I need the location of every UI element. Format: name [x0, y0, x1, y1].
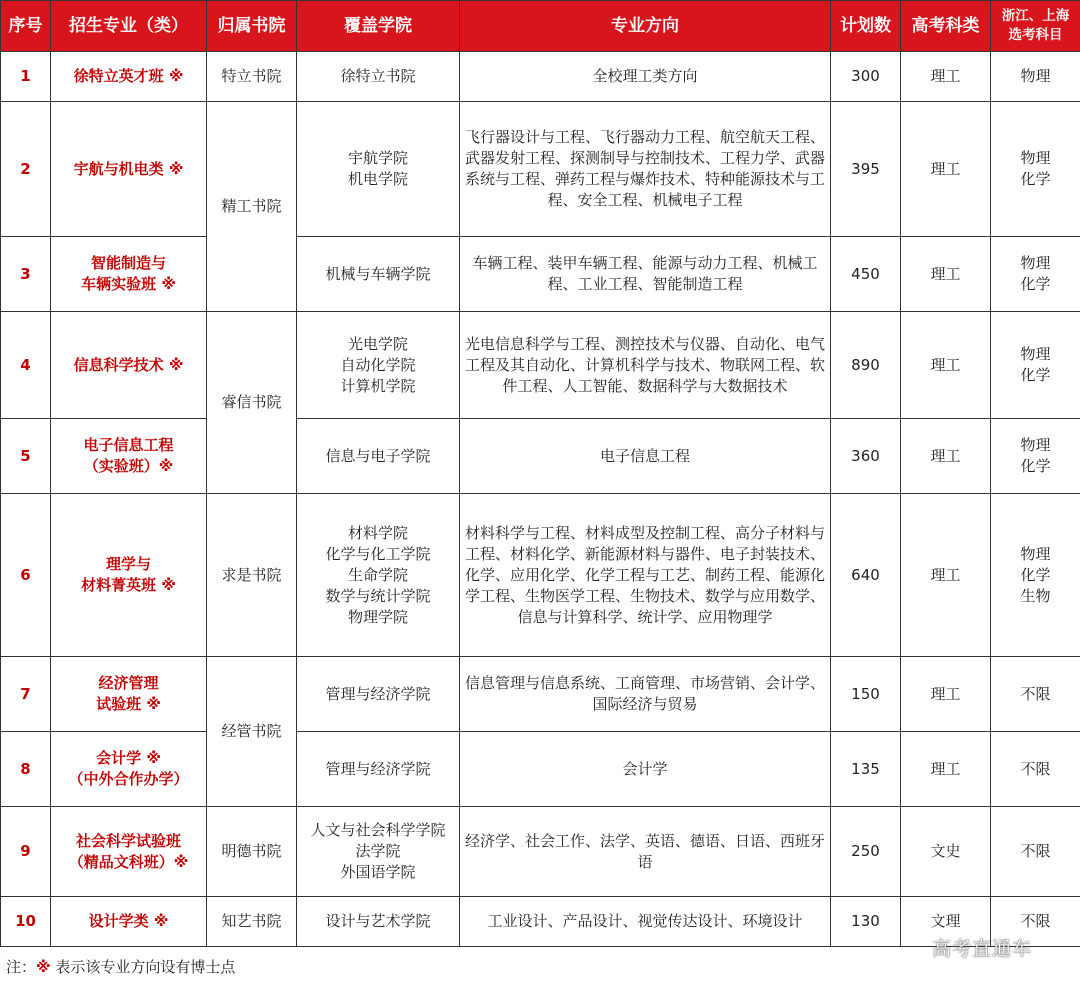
subject-line: 物理 [1020, 254, 1051, 272]
subject-line: 物理 [1020, 544, 1051, 563]
row-major [51, 237, 207, 312]
table-row [1, 657, 1080, 732]
row-direction: 材料科学与工程、材料成型及控制工程、高分子材料与工程、材料化学、新能源材料与器件、电子封装技术、化学、应用化学、化学工程与工艺、制药工程、能源化学工程、生物医学工程、生物技术、数学与应用数学、信息与计算科学、统计学、应用物理学 [460, 494, 831, 657]
table-row [1, 312, 1080, 419]
header-seq: 序号 [1, 1, 51, 52]
table-header-row [1, 1, 1080, 52]
row-subjects [991, 237, 1080, 312]
row-subjects [991, 419, 1080, 494]
footnote [6, 956, 235, 977]
row-plan: 360 [831, 419, 901, 494]
row-college: 求是书院 [207, 494, 297, 657]
row-major [51, 657, 207, 732]
header-college: 归属书院 [207, 1, 297, 52]
major-line: 徐特立英才班 ※ [73, 67, 184, 85]
row-schools [297, 897, 460, 947]
footnote-text: 表示该专业方向设有博士点 [50, 958, 236, 976]
major-line: 信息科学技术 ※ [73, 355, 184, 374]
table-row [1, 494, 1080, 657]
row-seq: 9 [1, 807, 51, 897]
row-plan: 640 [831, 494, 901, 657]
row-direction: 光电信息科学与工程、测控技术与仪器、自动化、电气工程及其自动化、计算机科学与技术、物联网工程、软件工程、人工智能、数据科学与大数据技术 [460, 312, 831, 419]
row-college: 特立书院 [207, 52, 297, 102]
school-line: 化学与化工学院 [325, 544, 431, 563]
row-plan: 135 [831, 732, 901, 807]
school-line: 材料学院 [347, 523, 408, 542]
row-schools [297, 237, 460, 312]
row-college: 睿信书院 [207, 312, 297, 494]
row-seq: 7 [1, 657, 51, 732]
table-body [1, 52, 1080, 947]
header-major: 招生专业（类） [51, 1, 207, 52]
row-seq: 1 [1, 52, 51, 102]
school-line: 管理与经济学院 [325, 684, 431, 703]
school-line: 机械与车辆学院 [325, 264, 431, 283]
major-line: （精品文科班）※ [68, 852, 189, 871]
row-category: 理工 [901, 419, 991, 494]
major-line: 宇航与机电类 ※ [73, 159, 184, 178]
row-major [51, 897, 207, 947]
school-line: 自动化学院 [340, 355, 416, 374]
row-major [51, 419, 207, 494]
row-subjects [991, 52, 1080, 102]
row-seq: 6 [1, 494, 51, 657]
row-category: 理工 [901, 102, 991, 237]
row-schools [297, 732, 460, 807]
row-seq: 3 [1, 237, 51, 312]
header-subjects-line1: 浙江、上海 [1001, 8, 1070, 24]
row-major [51, 732, 207, 807]
row-subjects [991, 732, 1080, 807]
row-schools [297, 419, 460, 494]
major-line: 经济管理 [98, 674, 159, 692]
school-line: 设计与艺术学院 [325, 912, 431, 930]
row-category: 理工 [901, 657, 991, 732]
row-category: 理工 [901, 732, 991, 807]
row-category: 理工 [901, 312, 991, 419]
major-line: 理学与 [105, 555, 151, 573]
school-line: 管理与经济学院 [325, 759, 431, 778]
row-college: 知艺书院 [207, 897, 297, 947]
school-line: 人文与社会科学学院 [310, 821, 446, 839]
header-direction: 专业方向 [460, 1, 831, 52]
row-category: 理工 [901, 494, 991, 657]
school-line: 数学与统计学院 [325, 586, 431, 605]
major-line: 社会科学试验班 [75, 831, 181, 850]
row-schools [297, 52, 460, 102]
row-schools [297, 494, 460, 657]
subject-line: 化学 [1020, 366, 1051, 384]
school-line: 生命学院 [347, 565, 408, 584]
subject-line: 化学 [1020, 170, 1051, 188]
school-line: 机电学院 [347, 170, 408, 188]
row-subjects [991, 657, 1080, 732]
major-line: （中外合作办学） [68, 770, 189, 788]
row-schools [297, 312, 460, 419]
school-line: 信息与电子学院 [325, 446, 431, 465]
header-schools: 覆盖学院 [297, 1, 460, 52]
subject-line: 不限 [1020, 842, 1051, 860]
table-row [1, 102, 1080, 237]
header-plan: 计划数 [831, 1, 901, 52]
row-major [51, 102, 207, 237]
row-college: 精工书院 [207, 102, 297, 312]
header-subjects [991, 1, 1080, 52]
row-plan: 395 [831, 102, 901, 237]
row-subjects [991, 102, 1080, 237]
footnote-mark: ※ [36, 958, 51, 976]
row-subjects [991, 312, 1080, 419]
row-direction: 飞行器设计与工程、飞行器动力工程、航空航天工程、武器发射工程、探测制导与控制技术、工程力学、武器系统与工程、弹药工程与爆炸技术、特种能源技术与工程、安全工程、机械电子工程 [460, 102, 831, 237]
header-category: 高考科类 [901, 1, 991, 52]
subject-line: 不限 [1020, 759, 1051, 778]
school-line: 计算机学院 [340, 376, 416, 395]
subject-line: 物理 [1020, 436, 1051, 454]
row-schools [297, 657, 460, 732]
major-line: 材料菁英班 ※ [81, 576, 176, 594]
row-subjects [991, 807, 1080, 897]
row-college: 经管书院 [207, 657, 297, 807]
row-direction: 信息管理与信息系统、工商管理、市场营销、会计学、国际经济与贸易 [460, 657, 831, 732]
row-plan: 890 [831, 312, 901, 419]
row-seq: 2 [1, 102, 51, 237]
row-plan: 130 [831, 897, 901, 947]
subject-line: 物理 [1020, 67, 1051, 85]
row-direction: 车辆工程、装甲车辆工程、能源与动力工程、机械工程、工业工程、智能制造工程 [460, 237, 831, 312]
major-line: 智能制造与 [90, 254, 166, 272]
row-seq: 10 [1, 897, 51, 947]
subject-line: 生物 [1020, 586, 1051, 605]
row-category: 理工 [901, 52, 991, 102]
table-row [1, 419, 1080, 494]
row-major [51, 494, 207, 657]
row-seq: 8 [1, 732, 51, 807]
subject-line: 不限 [1020, 684, 1051, 703]
watermark: 高考直通车 [932, 938, 1033, 960]
row-major [51, 52, 207, 102]
table-row [1, 52, 1080, 102]
row-category: 理工 [901, 237, 991, 312]
row-major [51, 807, 207, 897]
school-line: 法学院 [355, 842, 401, 860]
row-plan: 150 [831, 657, 901, 732]
row-category: 文史 [901, 807, 991, 897]
major-line: 电子信息工程 [83, 436, 174, 454]
row-seq: 4 [1, 312, 51, 419]
school-line: 物理学院 [347, 607, 408, 626]
school-line: 外国语学院 [340, 863, 416, 881]
subject-line: 化学 [1020, 565, 1051, 584]
row-direction: 全校理工类方向 [460, 52, 831, 102]
subject-line: 化学 [1020, 457, 1051, 475]
subject-line: 物理 [1020, 149, 1051, 167]
row-category: 文理 [901, 897, 991, 947]
footnote-prefix: 注： [6, 958, 37, 976]
major-line: 车辆实验班 ※ [81, 275, 176, 293]
row-major [51, 312, 207, 419]
row-direction: 会计学 [460, 732, 831, 807]
school-line: 宇航学院 [347, 149, 408, 167]
row-direction: 经济学、社会工作、法学、英语、德语、日语、西班牙语 [460, 807, 831, 897]
major-line: 试验班 ※ [96, 695, 161, 713]
row-schools [297, 102, 460, 237]
row-college: 明德书院 [207, 807, 297, 897]
row-plan: 250 [831, 807, 901, 897]
row-plan: 300 [831, 52, 901, 102]
subject-line: 不限 [1020, 912, 1051, 930]
table-row [1, 897, 1080, 947]
subject-line: 物理 [1020, 345, 1051, 363]
major-line: 设计学类 ※ [88, 912, 169, 930]
school-line: 徐特立书院 [340, 67, 416, 85]
row-direction: 电子信息工程 [460, 419, 831, 494]
subject-line: 化学 [1020, 275, 1051, 293]
row-schools [297, 807, 460, 897]
table-row [1, 807, 1080, 897]
major-line: 会计学 ※ [96, 749, 161, 767]
row-subjects [991, 494, 1080, 657]
row-seq: 5 [1, 419, 51, 494]
header-subjects-line2: 选考科目 [1008, 27, 1063, 43]
major-line: （实验班）※ [83, 457, 174, 475]
table-row [1, 732, 1080, 807]
table-row [1, 237, 1080, 312]
row-direction: 工业设计、产品设计、视觉传达设计、环境设计 [460, 897, 831, 947]
row-plan: 450 [831, 237, 901, 312]
school-line: 光电学院 [347, 334, 408, 353]
